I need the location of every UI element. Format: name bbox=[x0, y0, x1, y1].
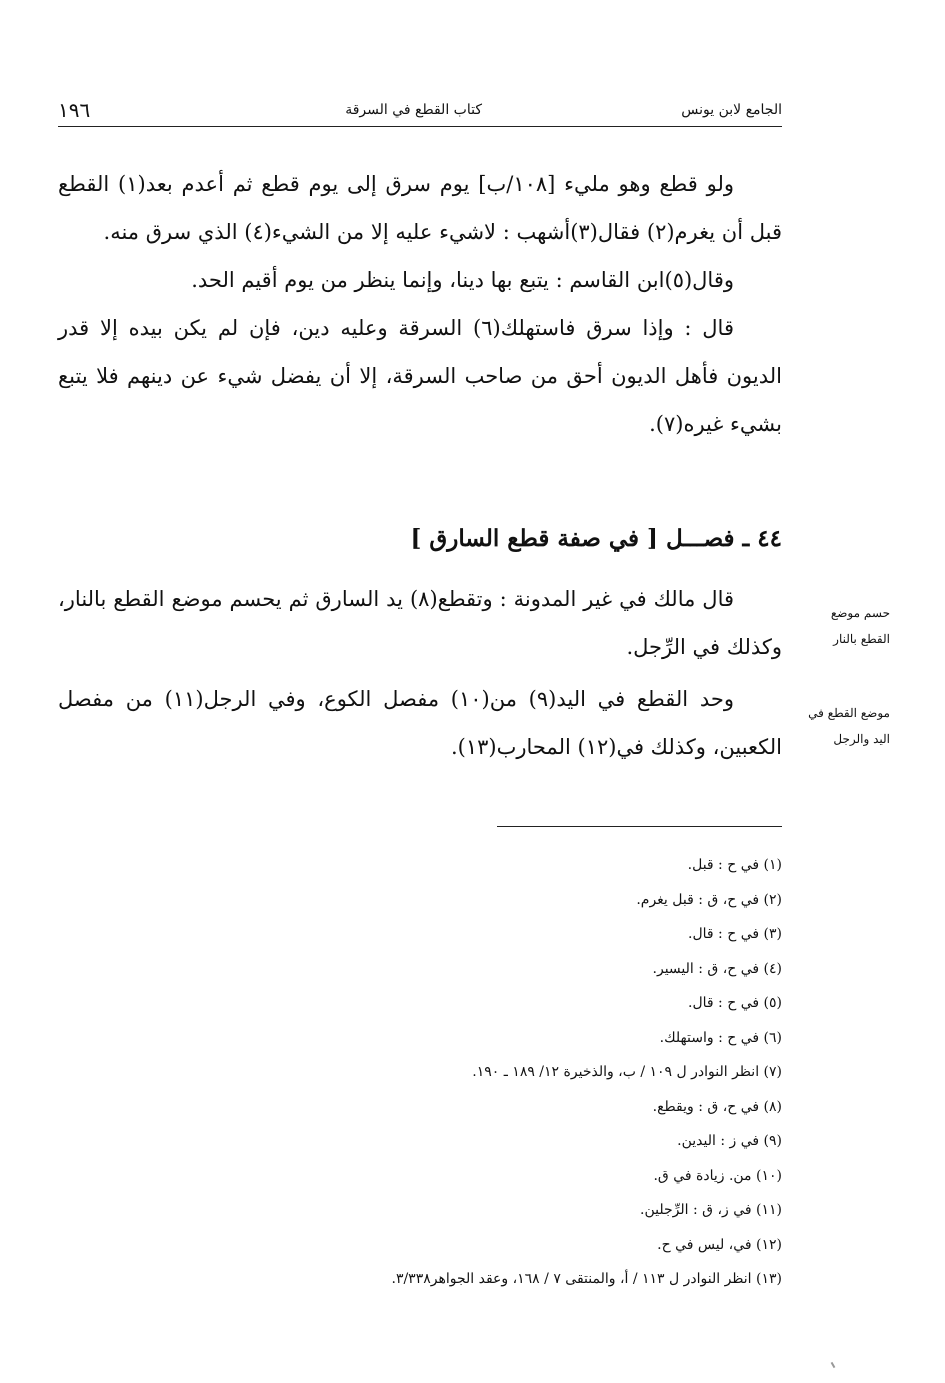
margin-note-cut-place: موضع القطع في اليد والرجل bbox=[808, 706, 890, 746]
footnote-separator bbox=[497, 826, 782, 827]
footnote-3: (٣) في ح : قال. bbox=[688, 926, 782, 942]
footnote-6: (٦) في ح : واستهلك. bbox=[659, 1029, 782, 1046]
footnote-8: (٨) في ح، ق : ويقطع. bbox=[652, 1098, 782, 1115]
footnotes bbox=[391, 848, 782, 1297]
footnote-10: (١٠) من. زيادة في ق. bbox=[653, 1167, 782, 1184]
page-number: ١٩٦ bbox=[58, 98, 91, 122]
footnote-2: (٢) في ح، ق : قبل يغرم. bbox=[636, 891, 782, 908]
footnote-9: (٩) في ز : اليدين. bbox=[677, 1133, 782, 1149]
footnote-13: (١٣) انظر النوادر ل ١١٣ / أ، والمنتقى ٧ / ١٦٨، وعقد الجواهر٣/٣٣٨. bbox=[391, 1271, 782, 1287]
footnote-1: (١) في ح : قبل. bbox=[687, 857, 782, 873]
margin-note-cauterize: حسم موضع القطع بالنار bbox=[830, 606, 890, 646]
running-header bbox=[58, 100, 782, 127]
main-text bbox=[58, 160, 782, 448]
section-paragraph-1: قال مالك في غير المدونة : وتقطع(٨) يد السارق ثم يحسم موضع القطع بالنار، وكذلك في الرِّجل. bbox=[58, 587, 782, 659]
paragraph-3: قال : وإذا سرق فاستهلك(٦) السرقة وعليه دين، فإن لم يكن بيده إلا قدر الديون فأهل الديون أحق من صاحب السرقة، إلا أن يفضل شيء عن دينهم فلا يتبع بشيء غيره(٧). bbox=[58, 316, 782, 436]
section-heading: ٤٤ ـ فصـــل [ في صفة قطع السارق ] bbox=[410, 525, 782, 552]
scan-speck bbox=[831, 1362, 836, 1368]
footnote-4: (٤) في ح، ق : اليسير. bbox=[652, 960, 782, 977]
paragraph-2: وقال(٥)ابن القاسم : يتبع بها دينا، وإنما ينظر من يوم أقيم الحد. bbox=[191, 268, 734, 292]
footnote-7: (٧) انظر النوادر ل ١٠٩ / ب، والذخيرة ١٢/ ١٨٩ ـ ١٩٠. bbox=[472, 1064, 782, 1080]
paragraph-1: ولو قطع وهو مليء [١٠٨/ب] يوم سرق إلى يوم قطع ثم أعدم بعد(١) القطع قبل أن يغرم(٢) فقال(٣)أشهب : لاشيء عليه إلا من الشيء(٤) الذي سرق منه. bbox=[58, 172, 782, 244]
section-paragraph-2: وحد القطع في اليد(٩) من(١٠) مفصل الكوع، وفي الرجل(١١) من مفصل الكعبين، وكذلك في(١٢) المحارب(١٣). bbox=[58, 687, 782, 759]
section-text bbox=[58, 575, 782, 771]
footnote-5: (٥) في ح : قال. bbox=[688, 995, 782, 1011]
book-title: الجامع لابن يونس bbox=[681, 102, 782, 118]
chapter-title: كتاب القطع في السرقة bbox=[345, 102, 482, 118]
footnote-11: (١١) في ز، ق : الرِّجلين. bbox=[640, 1202, 782, 1218]
footnote-12: (١٢) في، ليس في ح. bbox=[657, 1236, 782, 1253]
